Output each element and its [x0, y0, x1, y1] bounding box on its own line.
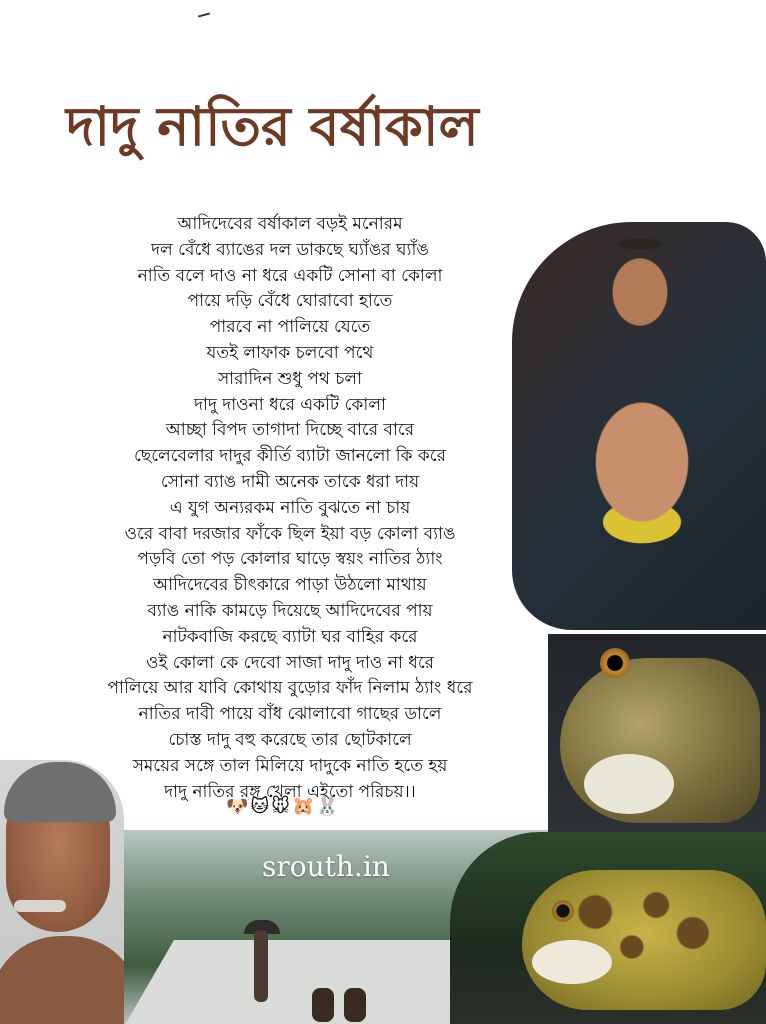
animal-emoji-row: 🐶🐱🐭🐹🐰	[226, 796, 341, 817]
poem-line: সময়ের সঙ্গে তাল মিলিয়ে দাদুকে নাতি হতে হয়	[132, 755, 448, 776]
poem-line: ওই কোলা কে দেবো সাজা দাদু দাও না ধরে	[146, 652, 434, 673]
poem-line: নাতি বলে দাও না ধরে একটি সোনা বা কোলা	[137, 265, 443, 286]
poem-line: দল বেঁধে ব্যাঙের দল ডাকছে ঘ্যাঁঙর ঘ্যাঁঙ	[151, 239, 429, 260]
poem-line: ওরে বাবা দরজার ফাঁকে ছিল ইয়া বড় কোলা ব্যাঙ	[124, 523, 456, 544]
poem-line: পারবে না পালিয়ে যেতে	[209, 317, 371, 338]
poem-line: নাতির দাবী পায়ে বাঁধ ঝোলাবো গাছের ডালে	[138, 704, 442, 725]
poem-line: সারাদিন শুধু পথ চলা	[217, 368, 363, 389]
poem-line: যতই লাফাক চলবো পথে	[206, 342, 374, 363]
bullfrog-photo	[548, 634, 766, 834]
poem-line: চোস্ত দাদু বহু করেছে তার ছোটকালে	[168, 729, 412, 750]
poem-line: সোনা ব্যাঙ দামী অনেক তাকে ধরা দায়	[160, 471, 420, 492]
poem-line: এ যুগ অন্যরকম নাতি বুঝতে না চায়	[169, 497, 411, 518]
moustache	[14, 900, 66, 912]
poem-line: আদিদেবের বর্ষাকাল বড়ই মনোরম	[177, 214, 403, 234]
frog-belly	[584, 754, 674, 814]
poem-line: ছেলেবেলার দাদুর কীর্তি ব্যাটা জানলো কি করে	[134, 446, 446, 467]
poem-line: আদিদেবের চীৎকারে পাড়া উঠলো মাথায়	[153, 575, 427, 596]
boy-photo	[512, 222, 766, 630]
site-watermark: srouth.in	[262, 850, 390, 883]
walking-person	[254, 930, 268, 1002]
poem-line: নাটকবাজি করছে ব্যাটা ঘর বাহির করে	[162, 626, 418, 647]
poem-line: দাদু নাতির রঙ্গ খেলা এইতো পরিচয়।।	[164, 781, 416, 802]
poem-line: পালিয়ে আর যাবি কোথায় বুড়োর ফাঁদ নিলাম ঠ্যাং ধরে	[107, 678, 473, 699]
poem-line: পায়ে দড়ি বেঁধে ঘোরাবো হাতে	[187, 291, 393, 312]
stray-mark	[198, 12, 210, 17]
poem-line: আচ্ছা বিপদ তাগাদা দিচ্ছে বারে বারে	[165, 420, 415, 441]
page-title: দাদু নাতির বর্ষাকাল	[66, 95, 479, 158]
cow	[344, 988, 366, 1022]
poem-line: পড়বি তো পড় কোলার ঘাড়ে স্বয়ং নাতির ঠ্যাং	[137, 549, 443, 570]
frog-eye	[552, 900, 574, 922]
poem-line: দাদু দাওনা ধরে একটি কোলা	[194, 394, 386, 415]
poem-body	[40, 212, 540, 805]
frog-eye	[600, 648, 630, 678]
grandfather-photo	[0, 760, 124, 1024]
cow	[312, 988, 334, 1022]
hair	[4, 762, 116, 822]
frog-belly	[532, 940, 612, 984]
spotted-frog-photo	[522, 870, 766, 1010]
shoulders	[0, 936, 124, 1024]
poem-line: ব্যাঙ নাকি কামড়ে দিয়েছে আদিদেবের পায়	[147, 600, 433, 621]
